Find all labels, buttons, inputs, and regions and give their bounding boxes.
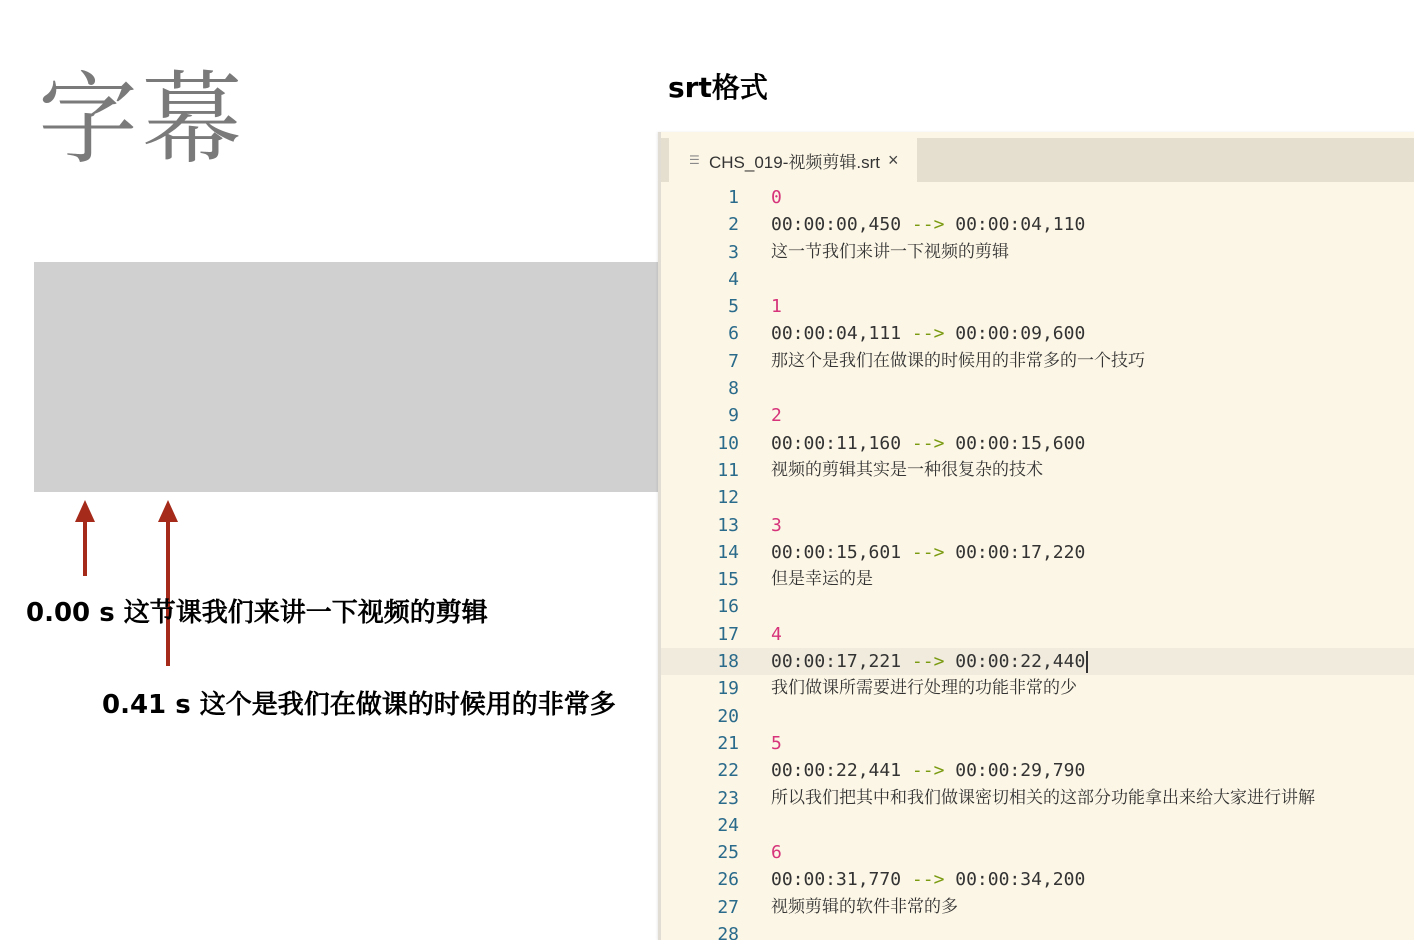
time-arrow: --> [911,760,945,782]
line-number: 9 [728,405,739,427]
line-number: 2 [728,214,739,236]
text-cursor [1086,651,1088,673]
line-content: 6 [771,842,782,864]
code-line[interactable] [661,430,1414,457]
line-content [771,648,1088,675]
end-time: 00:00:22,440 [944,651,1086,673]
code-line[interactable] [661,757,1414,784]
line-number: 3 [728,241,739,263]
code-line[interactable] [661,512,1414,539]
start-time: 00:00:04,111 [771,323,912,345]
line-number: 18 [717,651,739,673]
video-placeholder [34,262,674,492]
code-area[interactable] [661,184,1414,940]
line-number: 17 [717,623,739,645]
line-content [771,539,1085,566]
line-content: 我们做课所需要进行处理的功能非常的少 [771,678,1077,699]
line-content: 2 [771,405,782,427]
line-number: 10 [717,432,739,454]
start-time: 00:00:22,441 [771,760,912,782]
code-line[interactable] [661,866,1414,893]
code-line[interactable] [661,211,1414,238]
line-number: 22 [717,760,739,782]
time-arrow: --> [911,541,945,563]
line-content: 5 [771,732,782,754]
time-arrow: --> [911,214,945,236]
line-content: 1 [771,296,782,318]
line-content [771,430,1085,457]
code-line[interactable] [661,894,1414,921]
line-content: 视频的剪辑其实是一种很复杂的技术 [771,459,1043,480]
code-line[interactable] [661,703,1414,730]
code-line[interactable] [661,648,1414,675]
line-content: 但是幸运的是 [771,569,873,590]
code-line[interactable] [661,266,1414,293]
slide-title: 字幕 [38,61,246,178]
line-number: 24 [717,814,739,836]
line-number: 23 [717,787,739,809]
end-time: 00:00:04,110 [944,214,1086,236]
line-content: 这一节我们来讲一下视频的剪辑 [771,241,1009,262]
end-time: 00:00:29,790 [944,760,1086,782]
line-number: 27 [717,896,739,918]
line-number: 16 [717,596,739,618]
end-time: 00:00:17,220 [944,541,1086,563]
line-number: 4 [728,268,739,290]
file-lines-icon: ☰ [689,153,700,167]
code-line[interactable] [661,921,1414,940]
code-line[interactable] [661,320,1414,347]
line-content: 视频剪辑的软件非常的多 [771,896,958,917]
timeline-arrow-1 [72,500,98,580]
line-number: 12 [717,487,739,509]
code-line[interactable] [661,566,1414,593]
line-content: 所以我们把其中和我们做课密切相关的这部分功能拿出来给大家进行讲解 [771,787,1315,808]
line-number: 19 [717,678,739,700]
code-line[interactable] [661,593,1414,620]
time-arrow: --> [911,323,945,345]
line-number: 25 [717,842,739,864]
line-content [771,320,1085,347]
code-line[interactable] [661,785,1414,812]
code-line[interactable] [661,539,1414,566]
time-arrow: --> [911,651,945,673]
srt-editor [658,132,1414,940]
line-number: 11 [717,459,739,481]
line-number: 13 [717,514,739,536]
code-line[interactable] [661,730,1414,757]
start-time: 00:00:00,450 [771,214,912,236]
code-line[interactable] [661,348,1414,375]
code-line[interactable] [661,621,1414,648]
start-time: 00:00:17,221 [771,651,912,673]
line-number: 28 [717,924,739,940]
timeline-arrow-2 [155,500,181,670]
close-icon[interactable]: × [887,149,899,170]
line-number: 14 [717,541,739,563]
tab-label: CHS_019-视频剪辑.srt [709,152,880,172]
code-line[interactable] [661,457,1414,484]
line-number: 8 [728,378,739,400]
line-content: 那这个是我们在做课的时候用的非常多的一个技巧 [771,350,1145,371]
end-time: 00:00:15,600 [944,432,1086,454]
caption-1: 0.41 s 这个是我们在做课的时候用的非常多 [102,690,616,720]
srt-format-heading: srt格式 [668,71,768,104]
end-time: 00:00:34,200 [944,869,1086,891]
code-line[interactable] [661,812,1414,839]
line-content: 0 [771,187,782,208]
line-content [771,866,1085,893]
time-arrow: --> [911,869,945,891]
code-line[interactable] [661,402,1414,429]
line-number: 1 [728,187,739,208]
line-number: 20 [717,705,739,727]
line-number: 7 [728,350,739,372]
line-content: 3 [771,514,782,536]
code-line[interactable] [661,184,1414,211]
line-number: 21 [717,732,739,754]
line-number: 26 [717,869,739,891]
time-arrow: --> [911,432,945,454]
caption-0: 0.00 s 这节课我们来讲一下视频的剪辑 [26,598,488,628]
editor-tab-bar [661,138,1414,182]
line-number: 15 [717,569,739,591]
start-time: 00:00:11,160 [771,432,912,454]
code-line[interactable] [661,839,1414,866]
code-line[interactable] [661,239,1414,266]
code-line[interactable] [661,675,1414,702]
end-time: 00:00:09,600 [944,323,1086,345]
start-time: 00:00:15,601 [771,541,912,563]
code-line[interactable] [661,484,1414,511]
line-content: 4 [771,623,782,645]
editor-tab-srt-file[interactable] [669,138,917,182]
code-line[interactable] [661,375,1414,402]
start-time: 00:00:31,770 [771,869,912,891]
line-content [771,211,1085,238]
line-number: 6 [728,323,739,345]
line-content [771,757,1085,784]
code-line[interactable] [661,293,1414,320]
line-number: 5 [728,296,739,318]
